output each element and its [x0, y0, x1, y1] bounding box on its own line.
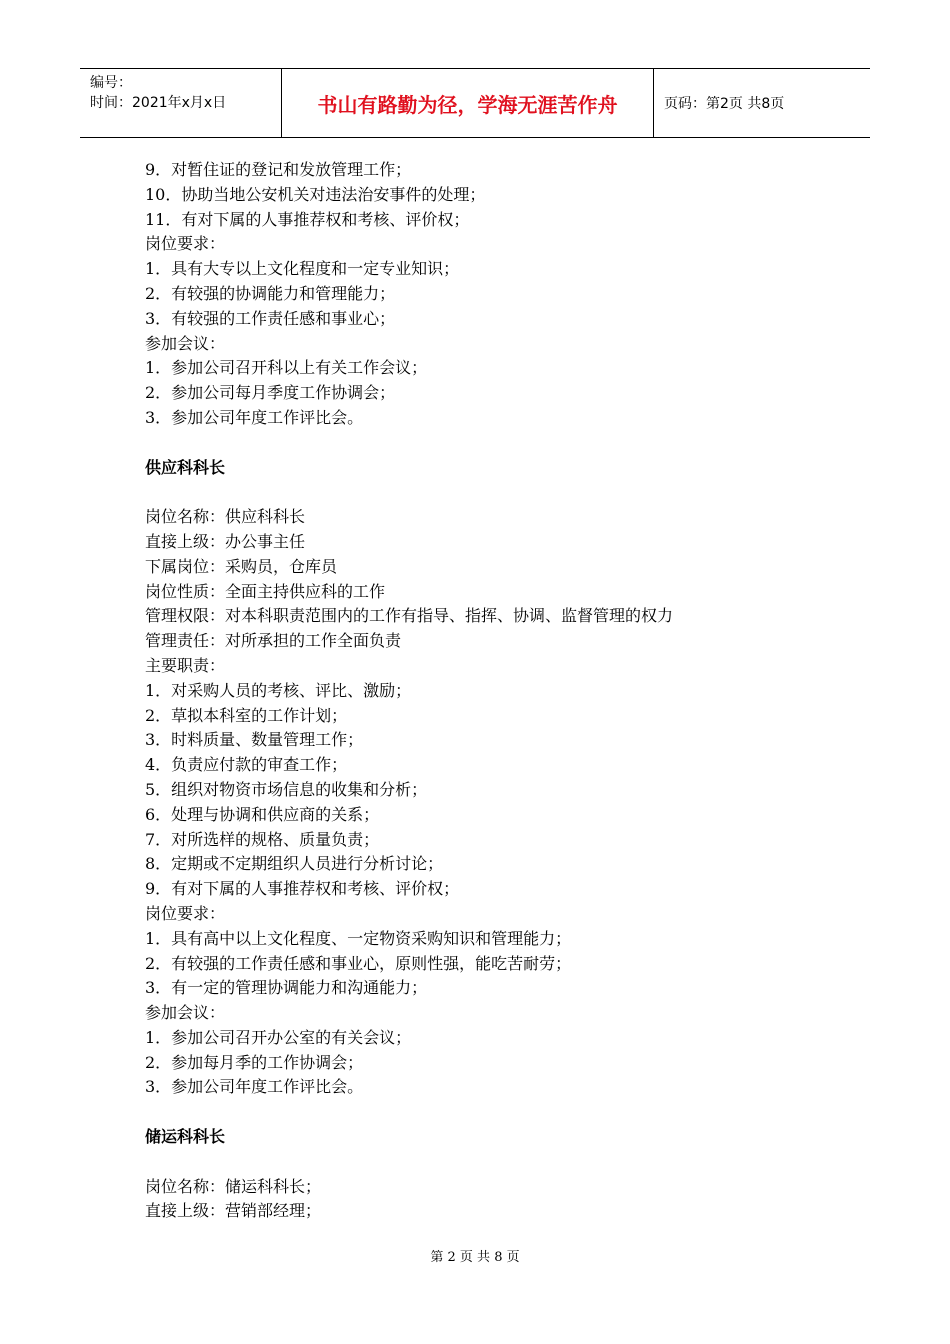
text-line: 2．参加公司每月季度工作协调会；	[145, 383, 396, 403]
spacer	[145, 480, 845, 505]
page-footer: 第 2 页 共 8 页	[430, 1250, 520, 1265]
page-header	[80, 68, 870, 138]
text-line: 主要职责：	[145, 655, 226, 675]
document-body	[145, 158, 845, 1224]
text-line: 3．有较强的工作责任感和事业心；	[145, 308, 396, 328]
text-line: 参加会议：	[145, 1003, 226, 1023]
text-line: 2．草拟本科室的工作计划；	[145, 705, 348, 725]
text-line: 直接上级：营销部经理；	[145, 1201, 322, 1221]
text-line: 管理权限：对本科职责范围内的工作有指导、指挥、协调、监督管理的权力	[145, 606, 674, 626]
text-line: 3．参加公司年度工作评比会。	[145, 407, 364, 427]
spacer	[145, 1150, 845, 1175]
text-line: 1．对采购人员的考核、评比、激励；	[145, 680, 412, 700]
text-line: 岗位要求：	[145, 234, 226, 254]
text-line: 4．负责应付款的审查工作；	[145, 755, 348, 775]
text-line: 2．有较强的工作责任感和事业心，原则性强，能吃苦耐劳；	[145, 953, 572, 973]
section-title-storage: 储运科科长	[145, 1127, 226, 1147]
text-line: 5．组织对物资市场信息的收集和分析；	[145, 779, 428, 799]
text-line: 管理责任：对所承担的工作全面负责	[145, 631, 402, 651]
header-page-info: 页码：第2页 共8页	[664, 96, 785, 112]
spacer	[145, 431, 845, 456]
header-slogan: 书山有路勤为径，学海无涯苦作舟	[282, 69, 654, 137]
section-title-supply: 供应科科长	[145, 457, 226, 477]
text-line: 参加会议：	[145, 333, 226, 353]
text-line: 岗位名称：储运科科长；	[145, 1176, 322, 1196]
section-storage	[145, 1175, 845, 1225]
text-line: 9．对暂住证的登记和发放管理工作；	[145, 160, 412, 179]
section-supply	[145, 505, 845, 1100]
text-line: 6．处理与协调和供应商的关系；	[145, 804, 380, 824]
spacer	[145, 1100, 845, 1125]
text-line: 3．参加公司年度工作评比会。	[145, 1077, 364, 1097]
date-label: 时间：2021年x月x日	[90, 95, 227, 111]
text-line: 直接上级：办公事主任	[145, 531, 306, 551]
text-line: 1．参加公司召开科以上有关工作会议；	[145, 358, 428, 378]
text-line: 岗位性质：全面主持供应科的工作	[145, 581, 386, 601]
text-line: 1．具有高中以上文化程度、一定物资采购知识和管理能力；	[145, 928, 572, 948]
text-line: 9．有对下属的人事推荐权和考核、评价权；	[145, 879, 460, 899]
header-meta	[80, 69, 282, 137]
text-line: 11．有对下属的人事推荐权和考核、评价权；	[145, 209, 470, 229]
number-label: 编号：	[90, 75, 132, 91]
section-top	[145, 158, 845, 431]
text-line: 2．参加每月季的工作协调会；	[145, 1052, 364, 1072]
text-line: 7．对所选样的规格、质量负责；	[145, 829, 380, 849]
text-line: 1．参加公司召开办公室的有关会议；	[145, 1027, 412, 1047]
text-line: 下属岗位：采购员，仓库员	[145, 556, 338, 576]
text-line: 3．有一定的管理协调能力和沟通能力；	[145, 978, 428, 998]
text-line: 10．协助当地公安机关对违法治安事件的处理；	[145, 184, 486, 204]
text-line: 3．时料质量、数量管理工作；	[145, 730, 364, 750]
text-line: 2．有较强的协调能力和管理能力；	[145, 283, 396, 303]
text-line: 1．具有大专以上文化程度和一定专业知识；	[145, 259, 460, 279]
text-line: 8．定期或不定期组织人员进行分析讨论；	[145, 854, 444, 874]
text-line: 岗位要求：	[145, 903, 226, 923]
text-line: 岗位名称：供应科科长	[145, 507, 306, 527]
